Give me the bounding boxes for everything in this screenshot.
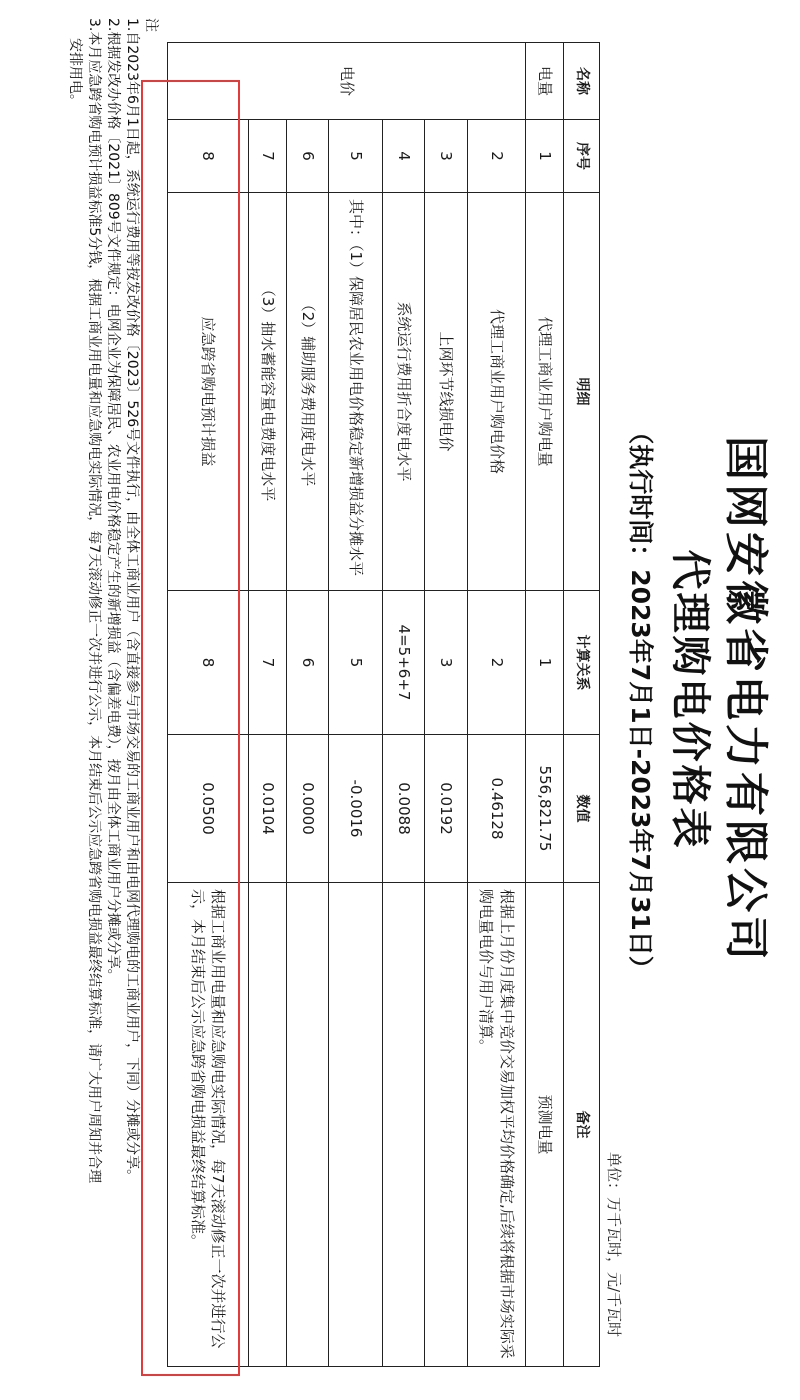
row-remark: [329, 883, 383, 1367]
row-detail: 上网环节线损电价: [425, 193, 468, 591]
row-seq: 6: [287, 120, 329, 193]
group-price-cell: 电价: [168, 43, 526, 120]
row-value: 0.0192: [425, 735, 468, 883]
row-detail: 系统运行费用折合度电水平: [383, 193, 425, 591]
header-name: 名称: [564, 43, 600, 120]
row-remark: [383, 883, 425, 1367]
row-detail: 代理工商业用户购电量: [526, 193, 564, 591]
row-seq: 4: [383, 120, 425, 193]
row-calc: 5: [329, 591, 383, 735]
header-remark: 备注: [564, 883, 600, 1367]
note-item: 2.根据发改办价格〔2021〕809号文件规定：电网企业为保障居民、农业用电价格稳定产生的新增损益（含偏差电费），按月由全体工商业用户分摊或分享。: [105, 18, 121, 983]
row-value: 556,821.75: [526, 735, 564, 883]
table-row: [526, 43, 564, 1367]
row-seq: 7: [249, 120, 287, 193]
table-row: [468, 43, 526, 1367]
row-calc: 7: [249, 591, 287, 735]
notes-section: [65, 18, 160, 1390]
row-calc: 4=5+6+7: [383, 591, 425, 735]
price-table: [167, 42, 600, 1367]
row-detail: 代理工商业用户购电价格: [468, 193, 526, 591]
notes-heading: 注: [143, 18, 159, 32]
row-remark: 根据上月份月度集中竞价交易加权平均价格确定,后续将根据市场实际采购电量电价与用户清算。: [468, 883, 526, 1367]
row-calc: 8: [168, 591, 249, 735]
row-seq: 1: [526, 120, 564, 193]
row-value: 0.0104: [249, 735, 287, 883]
group-energy-cell: 电量: [526, 43, 564, 120]
header-calc: 计算关系: [564, 591, 600, 735]
table-row: [287, 43, 329, 1367]
row-seq: 5: [329, 120, 383, 193]
row-remark: 预测电量: [526, 883, 564, 1367]
header-detail: 明细: [564, 193, 600, 591]
unit-label: 单位：万千瓦时，元/千瓦时: [605, 1152, 623, 1338]
table-row: [425, 43, 468, 1367]
note-item-continuation: 安排用电。: [67, 38, 83, 108]
row-detail: （2）辅助服务费用度电水平: [287, 193, 329, 591]
row-seq: 2: [468, 120, 526, 193]
row-value: 0.0500: [168, 735, 249, 883]
row-seq: 3: [425, 120, 468, 193]
table-row: [329, 43, 383, 1367]
execution-period: （执行时间：2023年7月1日-2023年7月31日）: [626, 419, 655, 981]
note-item: 1.自2023年6月1日起，系统运行费用等按发改价格〔2023〕526号文件执行，由全体工商业用户（含直接参与市场交易的工商业用户和由电网代理购电的工商业用户，下同）分摊或分享。: [124, 18, 140, 1184]
row-remark: 根据工商业用电量和应急购电实际情况，每7天滚动修正一次并进行公示，本月结束后公示应急跨省购电损益最终结算标准。: [168, 883, 249, 1367]
table-row: [383, 43, 425, 1367]
row-remark: [287, 883, 329, 1367]
row-detail: （3）抽水蓄能容量电费度电水平: [249, 193, 287, 591]
table-row: [168, 43, 249, 1367]
header-seq: 序号: [564, 120, 600, 193]
row-detail: 其中：（1）保障居民农业用电价格稳定新增损益分摊水平: [329, 193, 383, 591]
row-calc: 1: [526, 591, 564, 735]
table-header-row: [564, 43, 600, 1367]
row-remark: [425, 883, 468, 1367]
row-value: 0.46128: [468, 735, 526, 883]
row-detail: 应急跨省购电预计损益: [168, 193, 249, 591]
row-calc: 2: [468, 591, 526, 735]
header-value: 数值: [564, 735, 600, 883]
row-value: 0.0000: [287, 735, 329, 883]
row-value: 0.0088: [383, 735, 425, 883]
row-calc: 3: [425, 591, 468, 735]
note-item: 3.本月应急跨省购电预计损益标准5分钱，根据工商业用电量和应急购电实际情况，每7天滚动修正一次并进行公示，本月结束后公示应急跨省购电损益最终结算标准，请广大用户周知并合理: [86, 18, 102, 1184]
row-calc: 6: [287, 591, 329, 735]
company-title: 国网安徽省电力有限公司: [720, 436, 771, 964]
row-seq: 8: [168, 120, 249, 193]
document-title: 代理购电价格表: [667, 549, 713, 851]
table-row: [249, 43, 287, 1367]
row-remark: [249, 883, 287, 1367]
row-value: -0.0016: [329, 735, 383, 883]
